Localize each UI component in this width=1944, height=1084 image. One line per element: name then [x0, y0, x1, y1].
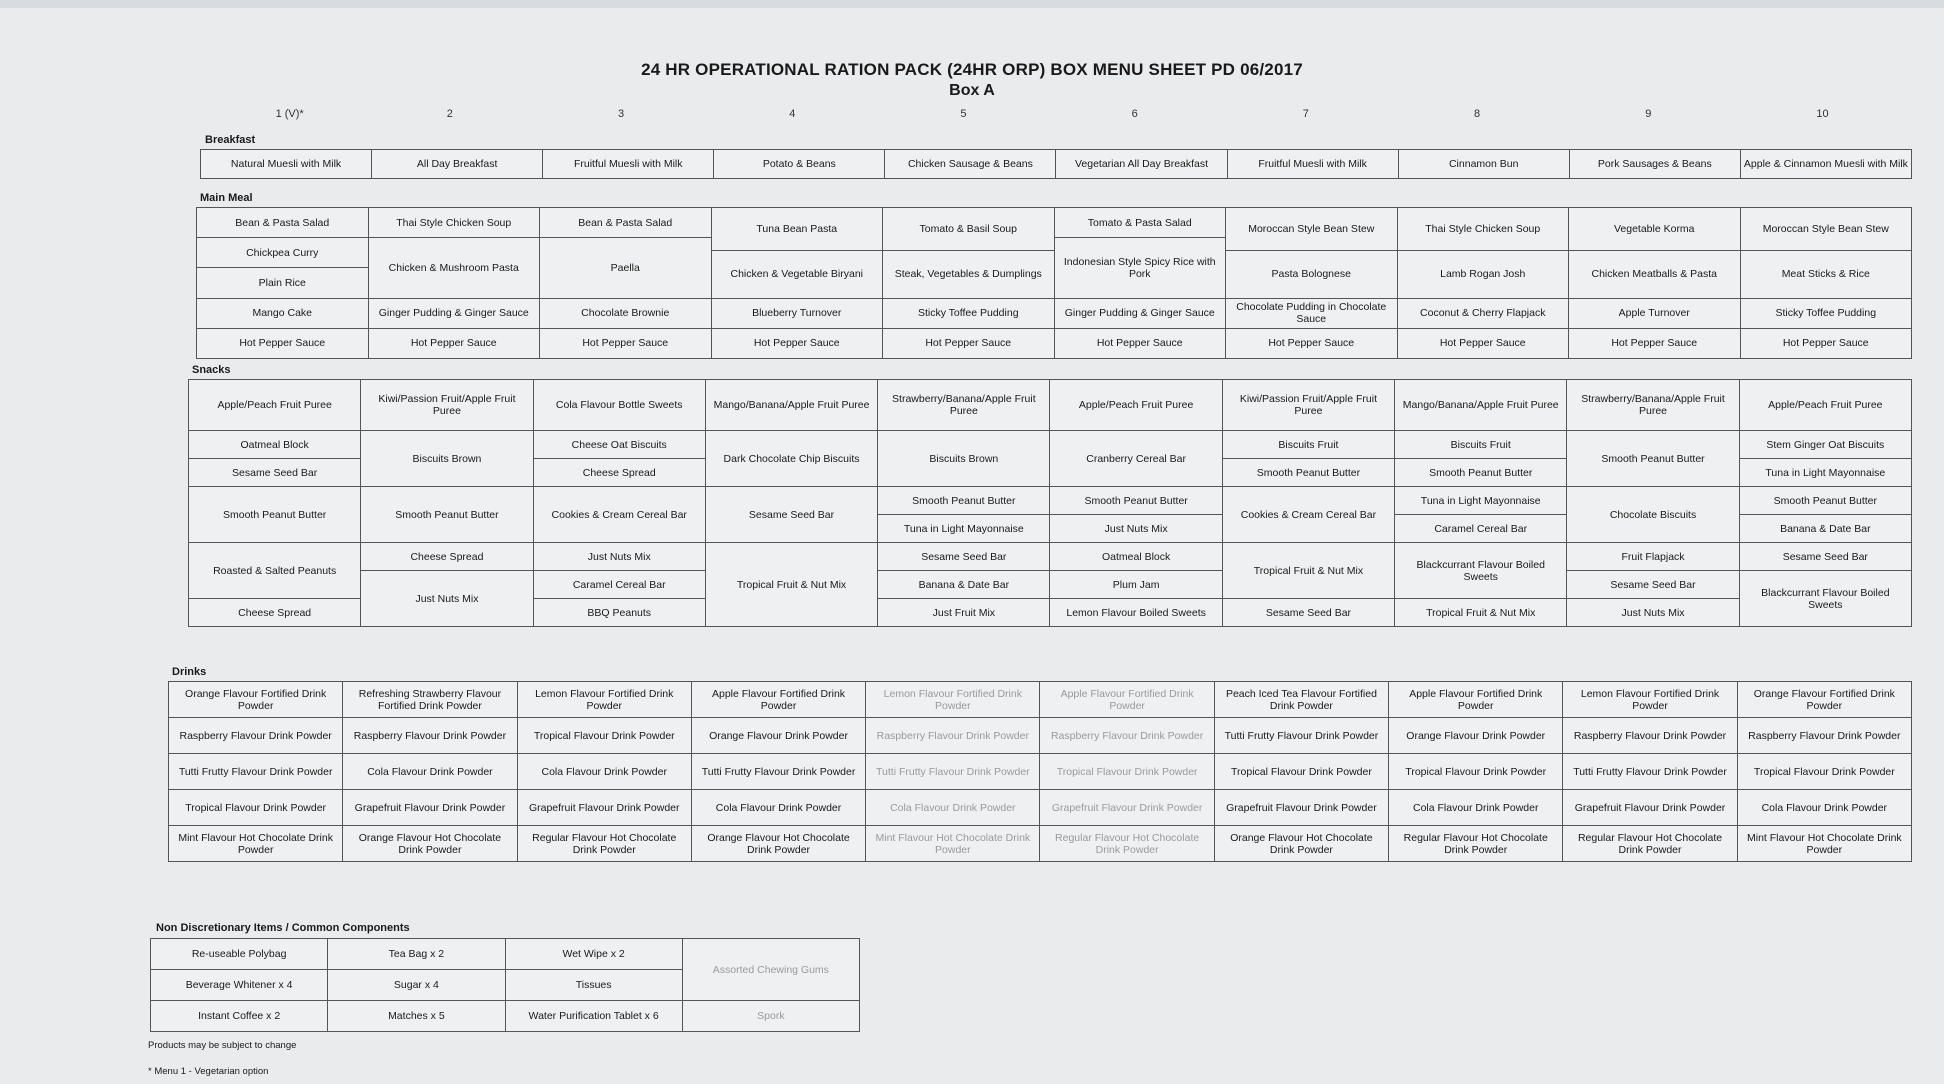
main-meal-cell: Vegetable Korma	[1569, 208, 1741, 251]
snacks-cell: Oatmeal Block	[1050, 543, 1222, 571]
main-meal-cell: Paella	[540, 238, 712, 298]
main-meal-cell: Chocolate Pudding in Chocolate Sauce	[1226, 298, 1398, 328]
drinks-cell: Tutti Frutty Flavour Drink Powder	[691, 754, 865, 790]
main-meal-cell: Steak, Vegetables & Dumplings	[883, 250, 1055, 298]
main-meal-cell: Chocolate Brownie	[540, 298, 712, 328]
snacks-cell: Smooth Peanut Butter	[1567, 431, 1739, 487]
drinks-cell: Tropical Flavour Drink Powder	[1214, 754, 1388, 790]
nd-item: Instant Coffee x 2	[151, 1001, 328, 1032]
menu-number: 5	[960, 108, 967, 120]
drinks-cell: Mint Flavour Hot Chocolate Drink Powder	[1737, 826, 1911, 862]
snacks-cell: Tuna in Light Mayonnaise	[1739, 459, 1911, 487]
snacks-cell: Mango/Banana/Apple Fruit Puree	[1395, 380, 1567, 431]
drinks-cell: Raspberry Flavour Drink Powder	[169, 718, 343, 754]
drinks-cell: Raspberry Flavour Drink Powder	[866, 718, 1040, 754]
snacks-cell: Apple/Peach Fruit Puree	[189, 380, 361, 431]
nd-item: Assorted Chewing Gums	[682, 939, 859, 1001]
main-meal-cell: Moroccan Style Bean Stew	[1740, 208, 1912, 251]
drinks-cell: Cola Flavour Drink Powder	[517, 754, 691, 790]
main-meal-cell: Blueberry Turnover	[711, 298, 883, 328]
drinks-cell: Apple Flavour Fortified Drink Powder	[1040, 682, 1214, 718]
drinks-cell: Regular Flavour Hot Chocolate Drink Powder	[1563, 826, 1737, 862]
drinks-cell: Cola Flavour Drink Powder	[866, 790, 1040, 826]
snacks-cell: Biscuits Brown	[878, 431, 1050, 487]
breakfast-cell: Natural Muesli with Milk	[201, 150, 372, 179]
main-meal-cell: Bean & Pasta Salad	[197, 208, 369, 238]
drinks-cell: Cola Flavour Drink Powder	[1389, 790, 1563, 826]
drinks-cell: Orange Flavour Drink Powder	[691, 718, 865, 754]
drinks-cell: Grapefruit Flavour Drink Powder	[1214, 790, 1388, 826]
drinks-cell: Tutti Frutty Flavour Drink Powder	[1214, 718, 1388, 754]
section-main-meal: Main Meal	[200, 192, 253, 204]
snacks-cell: Sesame Seed Bar	[189, 459, 361, 487]
drinks-cell: Orange Flavour Hot Chocolate Drink Powder	[1214, 826, 1388, 862]
main-meal-cell: Hot Pepper Sauce	[883, 328, 1055, 358]
menu-number: 3	[618, 108, 625, 120]
snacks-cell: Cheese Spread	[189, 599, 361, 627]
snacks-cell: Just Nuts Mix	[533, 543, 705, 571]
snacks-cell: Cheese Oat Biscuits	[533, 431, 705, 459]
main-meal-cell: Pasta Bolognese	[1226, 250, 1398, 298]
main-meal-cell: Mango Cake	[197, 298, 369, 328]
snacks-cell: Smooth Peanut Butter	[1222, 459, 1394, 487]
note-products-change: Products may be subject to change	[148, 1040, 297, 1051]
drinks-cell: Tropical Flavour Drink Powder	[1737, 754, 1911, 790]
main-meal-cell: Hot Pepper Sauce	[1569, 328, 1741, 358]
snacks-cell: Smooth Peanut Butter	[1050, 487, 1222, 515]
drinks-cell: Tropical Flavour Drink Powder	[517, 718, 691, 754]
menu-numbers	[200, 108, 1920, 128]
snacks-cell: BBQ Peanuts	[533, 599, 705, 627]
nd-item: Spork	[682, 1001, 859, 1032]
drinks-cell: Orange Flavour Fortified Drink Powder	[1737, 682, 1911, 718]
snacks-cell: Cookies & Cream Cereal Bar	[1222, 487, 1394, 543]
main-meal-table	[196, 207, 1912, 359]
drinks-cell: Raspberry Flavour Drink Powder	[1040, 718, 1214, 754]
snacks-cell: Banana & Date Bar	[878, 571, 1050, 599]
snacks-cell: Tuna in Light Mayonnaise	[1395, 487, 1567, 515]
section-breakfast: Breakfast	[205, 134, 256, 146]
drinks-cell: Orange Flavour Fortified Drink Powder	[169, 682, 343, 718]
nd-item: Wet Wipe x 2	[505, 939, 682, 970]
menu-number: 9	[1645, 108, 1652, 120]
breakfast-cell: Vegetarian All Day Breakfast	[1056, 150, 1227, 179]
snacks-cell: Kiwi/Passion Fruit/Apple Fruit Puree	[361, 380, 533, 431]
breakfast-cell: Cinnamon Bun	[1398, 150, 1569, 179]
drinks-cell: Raspberry Flavour Drink Powder	[1563, 718, 1737, 754]
drinks-cell: Tutti Frutty Flavour Drink Powder	[866, 754, 1040, 790]
snacks-cell: Fruit Flapjack	[1567, 543, 1739, 571]
nd-item: Re-useable Polybag	[151, 939, 328, 970]
snacks-cell: Blackcurrant Flavour Boiled Sweets	[1395, 543, 1567, 599]
main-meal-cell: Tuna Bean Pasta	[711, 208, 883, 251]
snacks-cell: Dark Chocolate Chip Biscuits	[705, 431, 877, 487]
breakfast-cell: Potato & Beans	[714, 150, 885, 179]
main-meal-cell: Thai Style Chicken Soup	[1397, 208, 1569, 251]
drinks-cell: Lemon Flavour Fortified Drink Powder	[866, 682, 1040, 718]
drinks-cell: Lemon Flavour Fortified Drink Powder	[1563, 682, 1737, 718]
snacks-cell: Tropical Fruit & Nut Mix	[1222, 543, 1394, 599]
snacks-cell: Plum Jam	[1050, 571, 1222, 599]
snacks-cell: Banana & Date Bar	[1739, 515, 1911, 543]
main-meal-cell: Hot Pepper Sauce	[1226, 328, 1398, 358]
main-meal-cell: Bean & Pasta Salad	[540, 208, 712, 238]
main-meal-cell: Ginger Pudding & Ginger Sauce	[1054, 298, 1226, 328]
drinks-cell: Apple Flavour Fortified Drink Powder	[1389, 682, 1563, 718]
main-meal-cell: Ginger Pudding & Ginger Sauce	[368, 298, 540, 328]
main-meal-cell: Chicken Meatballs & Pasta	[1569, 250, 1741, 298]
main-meal-cell: Sticky Toffee Pudding	[1740, 298, 1912, 328]
snacks-cell: Kiwi/Passion Fruit/Apple Fruit Puree	[1222, 380, 1394, 431]
snacks-cell: Cheese Spread	[533, 459, 705, 487]
drinks-cell: Raspberry Flavour Drink Powder	[1737, 718, 1911, 754]
main-meal-cell: Tomato & Basil Soup	[883, 208, 1055, 251]
main-meal-cell: Chickpea Curry	[197, 238, 369, 268]
drinks-cell: Tutti Frutty Flavour Drink Powder	[1563, 754, 1737, 790]
menu-number: 8	[1474, 108, 1481, 120]
breakfast-table	[200, 149, 1912, 179]
drinks-cell: Orange Flavour Hot Chocolate Drink Powder	[691, 826, 865, 862]
snacks-cell: Roasted & Salted Peanuts	[189, 543, 361, 599]
snacks-cell: Sesame Seed Bar	[705, 487, 877, 543]
snacks-cell: Smooth Peanut Butter	[878, 487, 1050, 515]
main-meal-cell: Hot Pepper Sauce	[197, 328, 369, 358]
snacks-cell: Sesame Seed Bar	[878, 543, 1050, 571]
drinks-cell: Apple Flavour Fortified Drink Powder	[691, 682, 865, 718]
sheet-title: 24 HR OPERATIONAL RATION PACK (24HR ORP) BOX MENU SHEET PD 06/2017	[641, 60, 1303, 79]
snacks-cell: Tuna in Light Mayonnaise	[878, 515, 1050, 543]
snacks-cell: Oatmeal Block	[189, 431, 361, 459]
main-meal-cell: Hot Pepper Sauce	[540, 328, 712, 358]
non-discretionary-table	[150, 938, 860, 1032]
main-meal-cell: Meat Sticks & Rice	[1740, 250, 1912, 298]
snacks-cell: Cranberry Cereal Bar	[1050, 431, 1222, 487]
nd-item: Tea Bag x 2	[328, 939, 505, 970]
snacks-cell: Cheese Spread	[361, 543, 533, 571]
drinks-cell: Mint Flavour Hot Chocolate Drink Powder	[169, 826, 343, 862]
main-meal-cell: Hot Pepper Sauce	[368, 328, 540, 358]
snacks-cell: Biscuits Brown	[361, 431, 533, 487]
snacks-cell: Cookies & Cream Cereal Bar	[533, 487, 705, 543]
snacks-cell: Strawberry/Banana/Apple Fruit Puree	[878, 380, 1050, 431]
breakfast-cell: Fruitful Muesli with Milk	[1227, 150, 1398, 179]
snacks-cell: Stem Ginger Oat Biscuits	[1739, 431, 1911, 459]
main-meal-cell: Moroccan Style Bean Stew	[1226, 208, 1398, 251]
main-meal-cell: Indonesian Style Spicy Rice with Pork	[1054, 238, 1226, 298]
snacks-cell: Apple/Peach Fruit Puree	[1050, 380, 1222, 431]
snacks-table	[188, 379, 1912, 627]
snacks-cell: Caramel Cereal Bar	[533, 571, 705, 599]
snacks-cell: Just Nuts Mix	[1050, 515, 1222, 543]
breakfast-cell: Fruitful Muesli with Milk	[543, 150, 714, 179]
drinks-cell: Grapefruit Flavour Drink Powder	[1563, 790, 1737, 826]
snacks-cell: Mango/Banana/Apple Fruit Puree	[705, 380, 877, 431]
drinks-cell: Raspberry Flavour Drink Powder	[343, 718, 517, 754]
drinks-cell: Tutti Frutty Flavour Drink Powder	[169, 754, 343, 790]
nd-item: Matches x 5	[328, 1001, 505, 1032]
drinks-cell: Regular Flavour Hot Chocolate Drink Powder	[1040, 826, 1214, 862]
nd-item: Water Purification Tablet x 6	[505, 1001, 682, 1032]
breakfast-cell: Apple & Cinnamon Muesli with Milk	[1740, 150, 1911, 179]
snacks-cell: Just Nuts Mix	[361, 571, 533, 627]
drinks-cell: Tropical Flavour Drink Powder	[169, 790, 343, 826]
drinks-cell: Orange Flavour Hot Chocolate Drink Powder	[343, 826, 517, 862]
drinks-cell: Cola Flavour Drink Powder	[343, 754, 517, 790]
snacks-cell: Biscuits Fruit	[1222, 431, 1394, 459]
drinks-cell: Regular Flavour Hot Chocolate Drink Powder	[1389, 826, 1563, 862]
nd-item: Beverage Whitener x 4	[151, 970, 328, 1001]
main-meal-cell: Coconut & Cherry Flapjack	[1397, 298, 1569, 328]
drinks-cell: Tropical Flavour Drink Powder	[1040, 754, 1214, 790]
main-meal-cell: Lamb Rogan Josh	[1397, 250, 1569, 298]
drinks-cell: Grapefruit Flavour Drink Powder	[1040, 790, 1214, 826]
menu-number: 10	[1816, 108, 1829, 120]
note-vegetarian: * Menu 1 - Vegetarian option	[148, 1066, 269, 1077]
menu-number: 2	[446, 108, 453, 120]
nd-item: Sugar x 4	[328, 970, 505, 1001]
main-meal-cell: Chicken & Vegetable Biryani	[711, 250, 883, 298]
snacks-cell: Sesame Seed Bar	[1222, 599, 1394, 627]
menu-number: 1 (V)*	[275, 108, 304, 120]
snacks-cell: Just Fruit Mix	[878, 599, 1050, 627]
drinks-cell: Regular Flavour Hot Chocolate Drink Powder	[517, 826, 691, 862]
snacks-cell: Cola Flavour Bottle Sweets	[533, 380, 705, 431]
menu-number: 7	[1302, 108, 1309, 120]
main-meal-cell: Sticky Toffee Pudding	[883, 298, 1055, 328]
snacks-cell: Smooth Peanut Butter	[1739, 487, 1911, 515]
snacks-cell: Apple/Peach Fruit Puree	[1739, 380, 1911, 431]
snacks-cell: Tropical Fruit & Nut Mix	[1395, 599, 1567, 627]
drinks-cell: Cola Flavour Drink Powder	[1737, 790, 1911, 826]
menu-sheet	[0, 8, 1944, 1084]
snacks-cell: Tropical Fruit & Nut Mix	[705, 543, 877, 627]
snacks-cell: Caramel Cereal Bar	[1395, 515, 1567, 543]
drinks-table	[168, 681, 1912, 862]
main-meal-cell: Hot Pepper Sauce	[1054, 328, 1226, 358]
snacks-cell: Sesame Seed Bar	[1739, 543, 1911, 571]
section-non-discretionary: Non Discretionary Items / Common Components	[156, 922, 410, 934]
menu-number: 4	[789, 108, 796, 120]
nd-item: Tissues	[505, 970, 682, 1001]
breakfast-cell: All Day Breakfast	[372, 150, 543, 179]
snacks-cell: Smooth Peanut Butter	[189, 487, 361, 543]
drinks-cell: Refreshing Strawberry Flavour Fortified Drink Powder	[343, 682, 517, 718]
snacks-cell: Strawberry/Banana/Apple Fruit Puree	[1567, 380, 1739, 431]
drinks-cell: Grapefruit Flavour Drink Powder	[517, 790, 691, 826]
breakfast-cell: Chicken Sausage & Beans	[885, 150, 1056, 179]
drinks-cell: Peach Iced Tea Flavour Fortified Drink Powder	[1214, 682, 1388, 718]
snacks-cell: Smooth Peanut Butter	[361, 487, 533, 543]
drinks-cell: Grapefruit Flavour Drink Powder	[343, 790, 517, 826]
drinks-cell: Mint Flavour Hot Chocolate Drink Powder	[866, 826, 1040, 862]
drinks-cell: Tropical Flavour Drink Powder	[1389, 754, 1563, 790]
menu-number: 6	[1131, 108, 1138, 120]
snacks-cell: Biscuits Fruit	[1395, 431, 1567, 459]
drinks-cell: Lemon Flavour Fortified Drink Powder	[517, 682, 691, 718]
snacks-cell: Lemon Flavour Boiled Sweets	[1050, 599, 1222, 627]
snacks-cell: Chocolate Biscuits	[1567, 487, 1739, 543]
drinks-cell: Orange Flavour Drink Powder	[1389, 718, 1563, 754]
main-meal-cell: Thai Style Chicken Soup	[368, 208, 540, 238]
snacks-cell: Just Nuts Mix	[1567, 599, 1739, 627]
section-snacks: Snacks	[192, 364, 231, 376]
main-meal-cell: Tomato & Pasta Salad	[1054, 208, 1226, 238]
main-meal-cell: Hot Pepper Sauce	[1740, 328, 1912, 358]
snacks-cell: Sesame Seed Bar	[1567, 571, 1739, 599]
main-meal-cell: Hot Pepper Sauce	[711, 328, 883, 358]
main-meal-cell: Chicken & Mushroom Pasta	[368, 238, 540, 298]
section-drinks: Drinks	[172, 666, 207, 678]
breakfast-cell: Pork Sausages & Beans	[1569, 150, 1740, 179]
drinks-cell: Cola Flavour Drink Powder	[691, 790, 865, 826]
main-meal-cell: Apple Turnover	[1569, 298, 1741, 328]
main-meal-cell: Hot Pepper Sauce	[1397, 328, 1569, 358]
snacks-cell: Blackcurrant Flavour Boiled Sweets	[1739, 571, 1911, 627]
main-meal-cell: Plain Rice	[197, 268, 369, 298]
sheet-subtitle: Box A	[949, 82, 995, 99]
snacks-cell: Smooth Peanut Butter	[1395, 459, 1567, 487]
